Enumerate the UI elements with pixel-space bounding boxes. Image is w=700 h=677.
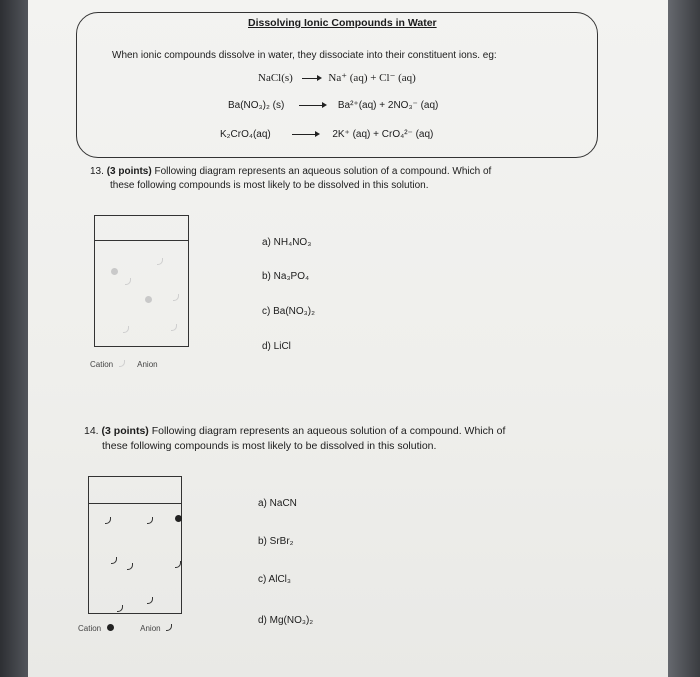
anion-particle bbox=[173, 294, 179, 301]
anion-particle bbox=[125, 278, 131, 285]
question-13 bbox=[90, 165, 491, 193]
beaker-diagram-14 bbox=[88, 476, 182, 614]
equation-left: NaCl(s) bbox=[258, 72, 293, 84]
cation-particle bbox=[107, 624, 114, 631]
anion-particle bbox=[111, 557, 117, 564]
cation-particle bbox=[145, 296, 152, 303]
equation-left: K₂CrO₄(aq) bbox=[220, 129, 271, 140]
question-text-line2: these following compounds is most likely to be dissolved in this solution. bbox=[110, 180, 429, 191]
option-13-c[interactable]: c) Ba(NO₃)₂ bbox=[262, 306, 315, 317]
equation-right: Na⁺ (aq) + Cl⁻ (aq) bbox=[328, 72, 416, 84]
legend-14 bbox=[78, 624, 172, 633]
question-text-line2: these following compounds is most likely to be dissolved in this solution. bbox=[102, 440, 437, 452]
info-title: Dissolving Ionic Compounds in Water bbox=[248, 17, 437, 29]
equation-left: Ba(NO₃)₂ (s) bbox=[228, 100, 285, 111]
option-14-c[interactable]: c) AlCl₃ bbox=[258, 574, 291, 585]
option-14-a[interactable]: a) NaCN bbox=[258, 498, 297, 509]
anion-particle bbox=[166, 624, 172, 631]
cation-particle bbox=[175, 515, 182, 522]
option-14-d[interactable]: d) Mg(NO₃)₂ bbox=[258, 615, 314, 626]
anion-particle bbox=[119, 360, 125, 367]
anion-particle bbox=[157, 258, 163, 265]
equation-nacl bbox=[258, 71, 416, 84]
option-14-b[interactable]: b) SrBr₂ bbox=[258, 536, 294, 547]
cation-particle bbox=[111, 268, 118, 275]
anion-particle bbox=[171, 324, 177, 331]
option-13-a[interactable]: a) NH₄NO₃ bbox=[262, 237, 312, 248]
anion-particle bbox=[147, 517, 153, 524]
equation-bano3 bbox=[228, 100, 438, 111]
equation-right: Ba²⁺(aq) + 2NO₃⁻ (aq) bbox=[337, 100, 439, 111]
anion-particle bbox=[147, 597, 153, 604]
legend-cation-label: Cation bbox=[90, 360, 114, 369]
question-number: 13. bbox=[90, 166, 104, 177]
equation-right: 2K⁺ (aq) + CrO₄²⁻ (aq) bbox=[332, 129, 434, 140]
legend-13 bbox=[90, 360, 158, 369]
legend-cation-label: Cation bbox=[78, 624, 102, 633]
anion-particle bbox=[123, 326, 129, 333]
anion-particle bbox=[105, 517, 111, 524]
water-surface bbox=[89, 503, 181, 504]
anion-particle bbox=[117, 605, 123, 612]
option-13-b[interactable]: b) Na₃PO₄ bbox=[262, 271, 310, 282]
beaker-diagram-13 bbox=[94, 215, 189, 347]
legend-anion-label: Anion bbox=[137, 360, 158, 369]
question-text-line1: Following diagram represents an aqueous solution of a compound. Which of bbox=[154, 166, 492, 177]
question-points: (3 points) bbox=[106, 166, 152, 177]
question-points: (3 points) bbox=[101, 425, 149, 437]
question-number: 14. bbox=[84, 425, 99, 437]
legend-anion-label: Anion bbox=[140, 624, 161, 633]
question-text-line1: Following diagram represents an aqueous solution of a compound. Which of bbox=[151, 425, 506, 437]
equation-k2cro4 bbox=[220, 129, 433, 140]
info-intro: When ionic compounds dissolve in water, they dissociate into their constituent ions. eg: bbox=[112, 50, 497, 61]
water-surface bbox=[95, 240, 188, 241]
arrow-icon bbox=[302, 78, 320, 79]
arrow-icon bbox=[292, 134, 318, 135]
question-14 bbox=[84, 424, 505, 454]
anion-particle bbox=[175, 561, 181, 568]
background-right bbox=[664, 0, 700, 677]
anion-particle bbox=[127, 563, 133, 570]
arrow-icon bbox=[299, 105, 325, 106]
background-left bbox=[0, 0, 30, 677]
option-13-d[interactable]: d) LiCl bbox=[262, 341, 291, 352]
